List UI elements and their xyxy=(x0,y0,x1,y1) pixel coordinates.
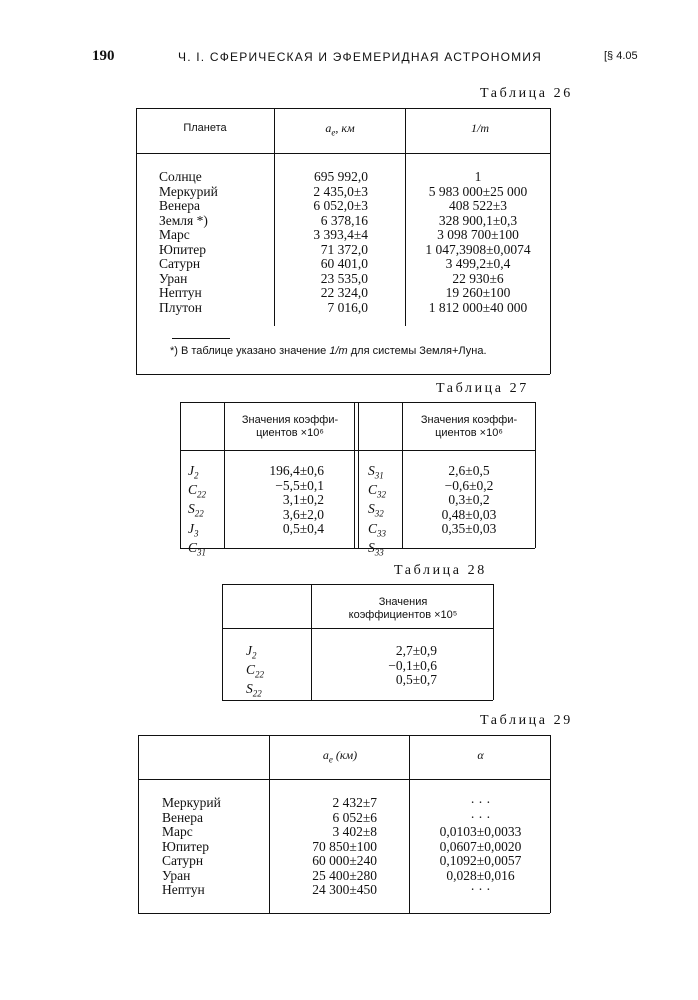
table28-symbols xyxy=(246,644,286,702)
table26-inv-m-cell: 22 930±6 xyxy=(452,270,504,286)
table27-symbol-cell: $S_{22}$ xyxy=(188,501,204,520)
table29-planet-cell: Сатурн xyxy=(162,853,204,868)
table26-inv-m-cell: 328 900,1±0,3 xyxy=(438,212,518,228)
table26-ae-cell: 2 435,0±3 xyxy=(313,183,368,199)
table29-planet-cell: Уран xyxy=(162,867,191,883)
table27-value-cell: 196,4±0,6 xyxy=(269,463,324,478)
table26-inv-m-cell: 3 499,2±0,4 xyxy=(445,256,511,271)
table26-ae-cell: 6 378,16 xyxy=(320,212,368,228)
table27-value-cell: 2,6±0,5 xyxy=(448,463,490,478)
table27-symbol-cell: $C_{22}$ xyxy=(188,482,207,500)
table29-header-alpha: α xyxy=(477,748,484,762)
table26-footnote: *) В таблице указано значение 1/m для системы Земля+Луна. xyxy=(170,345,487,357)
table27-symbol-cell: $C_{31}$ xyxy=(188,539,207,558)
table27-symbol-cell: $C_{32}$ xyxy=(368,482,387,500)
table29-ae-cell: 70 850±100 xyxy=(312,838,377,854)
table26-ae-cell: 22 324,0 xyxy=(320,285,368,300)
table28-value-cell: 0,5±0,7 xyxy=(395,672,437,687)
table26-ae-cell: 23 535,0 xyxy=(320,270,368,286)
table28-symbol-cell: $C_{22}$ xyxy=(246,662,265,680)
table29-ae-cell: 3 402±8 xyxy=(332,824,377,839)
table26-ae-cell: 695 992,0 xyxy=(314,169,368,184)
table29-ae-cell: 6 052±6 xyxy=(332,809,377,825)
table26-inv-m-cell: 3 098 700±100 xyxy=(437,227,519,242)
table27-symbol-cell: $S_{31}$ xyxy=(368,463,384,481)
table29-alpha-cell: · · · xyxy=(470,795,491,810)
table26-ae-cell: 7 016,0 xyxy=(327,299,368,315)
table27-right-values xyxy=(404,464,534,537)
table26-planet-cell: Уран xyxy=(159,270,188,286)
table26-ae-column xyxy=(276,170,368,315)
table29-alpha-cell: 0,0607±0,0020 xyxy=(439,838,522,854)
table29-alpha-cell: · · · xyxy=(470,809,491,825)
table26-planet-cell: Венера xyxy=(159,198,200,213)
table26-planet-cell: Нептун xyxy=(159,285,202,300)
table27-left-symbols xyxy=(188,464,224,560)
table29-ae-cell: 2 432±7 xyxy=(332,795,377,810)
table26-header-inv-m: 1/m xyxy=(471,121,489,135)
table26-inv-m-column xyxy=(406,170,550,315)
table27-value-cell: 0,3±0,2 xyxy=(448,492,490,507)
table26-inv-m-cell: 408 522±3 xyxy=(448,198,508,213)
table27-symbol-cell: $S_{33}$ xyxy=(368,539,384,558)
table26-planet-cell: Юпитер xyxy=(159,241,206,257)
table28-symbol-cell: $J_2$ xyxy=(246,643,257,661)
table27-right-symbols xyxy=(368,464,402,560)
table26-ae-cell: 60 401,0 xyxy=(320,256,368,271)
table27-value-cell: 3,1±0,2 xyxy=(282,492,324,507)
table26-inv-m-cell: 5 983 000±25 000 xyxy=(428,183,528,199)
table28-value-cell: −0,1±0,6 xyxy=(388,657,437,673)
table29-header-ae: $a_e$ (км) xyxy=(322,748,358,765)
table28-header: Значения коэффициентов ×10⁵ xyxy=(348,596,458,621)
table26-inv-m-cell: 19 260±100 xyxy=(445,285,511,300)
table27-left-values xyxy=(226,464,324,537)
table26-header-ae: $a_e$, км xyxy=(325,121,355,138)
table26-inv-m-cell: 1 047,3908±0,0074 xyxy=(425,241,531,257)
table29-caption: Таблица 29 xyxy=(480,713,573,728)
table29-planet-column xyxy=(162,796,269,898)
table29-ae-column xyxy=(271,796,377,898)
table26-ae-cell: 6 052,0±3 xyxy=(313,198,368,213)
table27-value-cell: 0,5±0,4 xyxy=(282,521,324,536)
page-number: 190 xyxy=(92,48,115,64)
table26-planet-cell: Меркурий xyxy=(159,183,218,199)
table29-ae-cell: 60 000±240 xyxy=(312,853,377,868)
table27-value-cell: 3,6±2,0 xyxy=(282,506,324,522)
table27-symbol-cell: $J_3$ xyxy=(188,520,199,539)
table28-value-cell: 2,7±0,9 xyxy=(395,643,437,658)
table28-values xyxy=(313,644,437,688)
table27-caption: Таблица 27 xyxy=(436,381,529,396)
table26-caption: Таблица 26 xyxy=(480,86,573,101)
table27-value-cell: 0,48±0,03 xyxy=(441,506,497,522)
table26-planet-cell: Земля *) xyxy=(159,212,208,228)
table28-symbol-cell: $S_{22}$ xyxy=(246,681,262,700)
table29-ae-cell: 25 400±280 xyxy=(312,867,377,883)
table29-alpha-column xyxy=(411,796,550,898)
table26-planet-cell: Плутон xyxy=(159,299,202,315)
table27-header-left: Значения коэффи- циентов ×10⁶ xyxy=(241,414,339,439)
table29-alpha-cell: 0,028±0,016 xyxy=(446,867,515,883)
table26-ae-cell: 71 372,0 xyxy=(320,241,368,257)
table27-value-cell: −5,5±0,1 xyxy=(275,477,324,493)
table26-planet-cell: Сатурн xyxy=(159,256,201,271)
table29-planet-cell: Нептун xyxy=(162,882,205,897)
table26-header-planet: Планета xyxy=(183,122,227,134)
running-head: Ч. I. СФЕРИЧЕСКАЯ И ЭФЕМЕРИДНАЯ АСТРОНОМИЯ xyxy=(178,50,542,64)
table26-inv-m-cell: 1 812 000±40 000 xyxy=(428,299,528,315)
table27-header-right: Значения коэффи- циентов ×10⁶ xyxy=(420,414,518,439)
table28-caption: Таблица 28 xyxy=(394,563,487,578)
table26-planet-cell: Солнце xyxy=(159,169,202,184)
table29-alpha-cell: · · · xyxy=(470,882,491,897)
table26-planet-cell: Марс xyxy=(159,227,190,242)
table29-planet-cell: Меркурий xyxy=(162,795,221,810)
table27-symbol-cell: $S_{32}$ xyxy=(368,501,384,520)
table29-ae-cell: 24 300±450 xyxy=(312,882,377,897)
table27-symbol-cell: $J_2$ xyxy=(188,463,199,481)
table27-value-cell: 0,35±0,03 xyxy=(441,521,497,536)
section-reference: [§ 4.05 xyxy=(604,50,638,62)
table27-value-cell: −0,6±0,2 xyxy=(444,477,494,493)
table26-planet-column xyxy=(159,170,274,315)
table29-planet-cell: Венера xyxy=(162,809,203,825)
table26-inv-m-cell: 1 xyxy=(474,169,482,184)
table29-planet-cell: Юпитер xyxy=(162,838,209,854)
table27-symbol-cell: $C_{33}$ xyxy=(368,520,387,539)
table29-alpha-cell: 0,1092±0,0057 xyxy=(439,853,522,868)
table29-alpha-cell: 0,0103±0,0033 xyxy=(439,824,522,839)
table29-planet-cell: Марс xyxy=(162,824,193,839)
table26-ae-cell: 3 393,4±4 xyxy=(313,227,368,242)
